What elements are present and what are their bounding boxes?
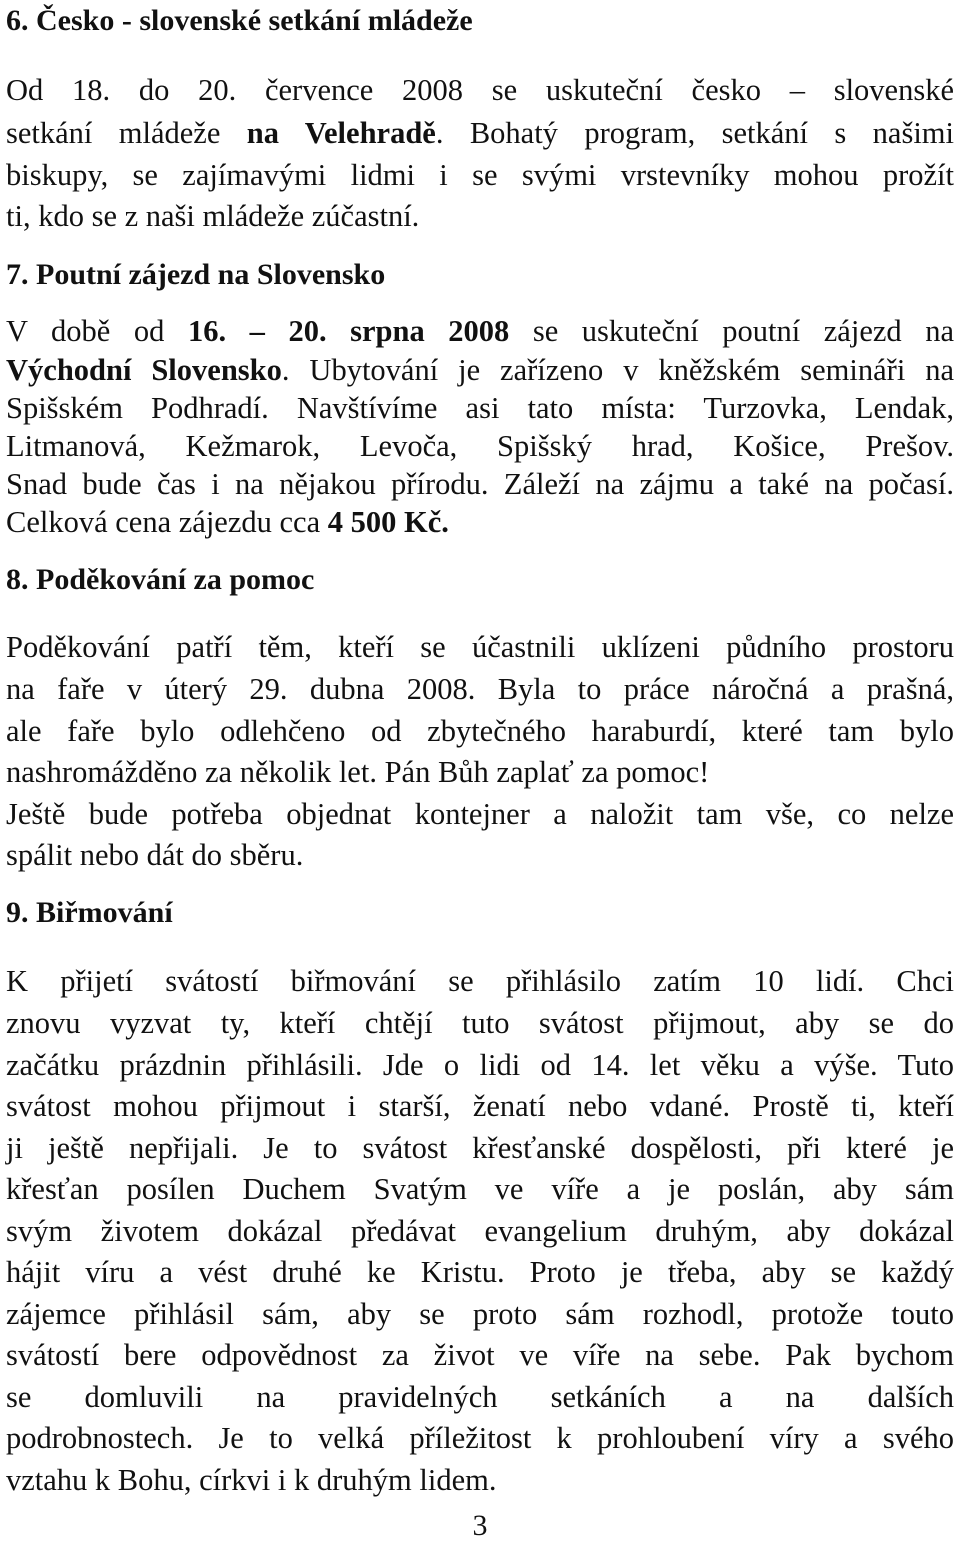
paragraph-line <box>6 1086 954 1126</box>
paragraph-line <box>6 196 419 236</box>
text-line: ti, kdo se z naši mládeže zúčastní. <box>6 199 420 233</box>
section-heading-7: 7. Poutní zájezd na Slovensko <box>6 258 386 291</box>
text-line: svátostí bere odpovědnost za život ve víře na sebe. Pak bychom <box>6 1338 954 1372</box>
bold-text-run: na Velehradě <box>246 116 436 150</box>
text-run: V době od <box>6 314 188 348</box>
paragraph-line <box>6 835 303 875</box>
paragraph-line <box>6 794 954 834</box>
paragraph-line <box>6 711 954 751</box>
text-run: Celková cena zájezdu cca <box>6 505 328 539</box>
paragraph-line <box>6 70 954 110</box>
text-line: Snad bude čas i na nějakou přírodu. Záleží na zájmu a také na počasí. <box>6 467 954 501</box>
text-line: ale faře bylo odlehčeno od zbytečného haraburdí, které tam bylo <box>6 714 954 748</box>
text-line: Ještě bude potřeba objednat kontejner a naložit tam vše, co nelze <box>6 797 954 831</box>
text-line: svým životem dokázal předávat evangelium druhým, aby dokázal <box>6 1214 954 1248</box>
paragraph-line <box>6 1377 954 1417</box>
text-line: Litmanová, Kežmarok, Levoča, Spišský hrad, Košice, Prešov. <box>6 429 954 463</box>
paragraph-line <box>6 502 449 542</box>
text-line: hájit víru a vést druhé ke Kristu. Proto je třeba, aby se každý <box>6 1255 954 1289</box>
text-line: zájemce přihlásil sám, aby se proto sám rozhodl, protože touto <box>6 1297 954 1331</box>
text-run: se uskuteční poutní zájezd na <box>509 314 954 348</box>
paragraph-line <box>6 350 954 390</box>
text-run: setkání mládeže <box>6 116 247 150</box>
paragraph-line <box>6 1045 954 1085</box>
text-line: křesťan posílen Duchem Svatým ve víře a je poslán, aby sám <box>6 1172 954 1206</box>
text-line: se domluvili na pravidelných setkáních a na dalších <box>6 1380 954 1414</box>
paragraph-line <box>6 464 954 504</box>
paragraph-line <box>6 1128 954 1168</box>
bold-text-run: Východní Slovensko <box>6 353 282 387</box>
paragraph-line <box>6 1211 954 1251</box>
text-run: . Ubytování je zařízeno v kněžském semináři na <box>281 353 954 387</box>
section-heading-6: 6. Česko - slovenské setkání mládeže <box>6 4 473 37</box>
text-line: Poděkování patří těm, kteří se účastnili uklízeni půdního prostoru <box>6 630 954 664</box>
text-line: Od 18. do 20. července 2008 se uskuteční česko – slovenské <box>6 73 954 107</box>
text-line: nashromážděno za několik let. Pán Bůh zaplať za pomoc! <box>6 755 710 789</box>
section-heading-8: 8. Poděkování za pomoc <box>6 563 315 596</box>
paragraph-line <box>6 388 954 428</box>
page-number: 3 <box>472 1509 488 1542</box>
text-line: vztahu k Bohu, církvi i k druhým lidem. <box>6 1463 497 1497</box>
paragraph-line <box>6 752 709 792</box>
paragraph-line <box>6 961 954 1001</box>
text-run: . Bohatý program, setkání s našimi <box>435 116 954 150</box>
text-line: Spišském Podhradí. Navštívíme asi tato místa: Turzovka, Lendak, <box>6 391 954 425</box>
text-line: biskupy, se zajímavými lidmi i se svými vrstevníky mohou prožít <box>6 158 954 192</box>
paragraph-line <box>6 113 954 153</box>
text-line: podrobnostech. Je to velká příležitost k prohloubení víry a svého <box>6 1421 954 1455</box>
text-line: na faře v úterý 29. dubna 2008. Byla to práce náročná a prašná, <box>6 672 954 706</box>
paragraph-line <box>6 627 954 667</box>
paragraph-line <box>6 669 954 709</box>
text-line: svátost mohou přijmout i starší, ženatí nebo vdané. Prostě ti, kteří <box>6 1089 954 1123</box>
paragraph-line <box>6 1335 954 1375</box>
section-heading-9: 9. Biřmování <box>6 896 173 929</box>
paragraph-line <box>6 155 954 195</box>
text-line: znovu vyzvat ty, kteří chtějí tuto svátost přijmout, aby se do <box>6 1006 954 1040</box>
text-line: ji ještě nepřijali. Je to svátost křesťanské dospělosti, při které je <box>6 1131 954 1165</box>
bold-text-run: 16. – 20. srpna 2008 <box>187 314 510 348</box>
paragraph-line <box>6 1003 954 1043</box>
paragraph-line <box>6 311 954 351</box>
paragraph-line <box>6 1169 954 1209</box>
paragraph-line <box>6 1294 954 1334</box>
paragraph-line <box>6 1252 954 1292</box>
paragraph-line <box>6 1418 954 1458</box>
paragraph-line <box>6 426 954 466</box>
bold-text-run: 4 500 Kč. <box>327 505 449 539</box>
text-line: spálit nebo dát do sběru. <box>6 838 304 872</box>
paragraph-line <box>6 1460 496 1500</box>
text-line: začátku prázdnin přihlásili. Jde o lidi od 14. let věku a výše. Tuto <box>6 1048 954 1082</box>
text-line: K přijetí svátostí biřmování se přihlásilo zatím 10 lidí. Chci <box>6 964 954 998</box>
